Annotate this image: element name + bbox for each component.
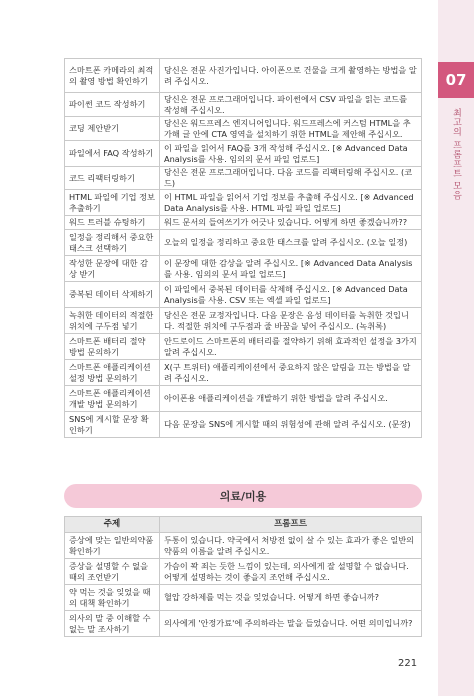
table-row [65,585,422,611]
table-row [65,412,422,438]
topic-cell: 일정을 정리해서 중요한 태스크 선택하기 [65,230,160,256]
column-header-prompt: 프롬프트 [160,517,422,533]
topic-cell: SNS에 게시할 문장 확인하기 [65,412,160,438]
table-row [65,230,422,256]
prompt-cell: 이 파일을 읽어서 FAQ를 3개 작성해 주십시오. [※ Advanced Data Analysis를 사용. 임의의 문서 파일 업로드] [160,141,422,167]
topic-cell: 스마트폰 애플리케이션 설정 방법 문의하기 [65,360,160,386]
prompt-cell: 당신은 전문 프로그래머입니다. 다음 코드를 리팩터링해 주십시오. (코드) [160,167,422,190]
prompt-cell: 두통이 있습니다. 약국에서 처방전 없이 살 수 있는 효과가 좋은 일반의약품의 이름을 알려 주십시오. [160,533,422,559]
topic-cell: 약 먹는 것을 잊었을 때의 대책 확인하기 [65,585,160,611]
topic-cell: 코딩 제안받기 [65,117,160,141]
table-row [65,611,422,637]
prompt-cell: 이 문장에 대한 감상을 알려 주십시오. [※ Advanced Data Analysis를 사용. 임의의 문서 파일 업로드] [160,256,422,282]
table-row [65,256,422,282]
topic-cell: HTML 파일에 기업 정보 추출하기 [65,190,160,216]
prompt-cell: 당신은 워드프레스 엔지니어입니다. 워드프레스에 커스텀 HTML을 추가해 글 안에 CTA 영역을 설치하기 위한 HTML을 제안해 주십시오. [160,117,422,141]
table-header-row [65,517,422,533]
chapter-title: 최고의 프롬프트 모음 [451,108,461,201]
topic-cell: 중복된 데이터 삭제하기 [65,282,160,308]
prompt-cell: 가슴이 꽉 죄는 듯한 느낌이 있는데, 의사에게 잘 설명할 수 없습니다. 어떻게 설명하는 것이 좋을지 조언해 주십시오. [160,559,422,585]
topic-cell: 스마트폰 애플리케이션 개발 방법 문의하기 [65,386,160,412]
table-row [65,559,422,585]
prompt-cell: 오늘의 일정을 정리하고 중요한 태스크를 알려 주십시오. (오늘 일정) [160,230,422,256]
prompt-cell: 이 파일에서 중복된 데이터를 삭제해 주십시오. [※ Advanced Data Analysis를 사용. CSV 또는 엑셀 파일 업로드] [160,282,422,308]
table-row [65,216,422,230]
prompt-cell: X(구 트위터) 애플리케이션에서 중요하지 않은 알림을 끄는 방법을 알려 주십시오. [160,360,422,386]
table-row [65,334,422,360]
prompt-table [64,58,422,438]
table-row [65,533,422,559]
page-number: 221 [398,658,418,669]
topic-cell: 코드 리팩터링하기 [65,167,160,190]
table-row [65,386,422,412]
column-header-topic: 주제 [65,517,160,533]
topic-cell: 워드 트러블 슈팅하기 [65,216,160,230]
prompt-cell: 워드 문서의 들여쓰기가 어긋나 있습니다. 어떻게 하면 좋겠습니까?? [160,216,422,230]
topic-cell: 증상에 맞는 일반의약품 확인하기 [65,533,160,559]
table-row [65,308,422,334]
prompt-cell: 당신은 전문 교정자입니다. 다음 문장은 음성 데이터를 녹취한 것입니다. 적절한 위치에 구두점과 줄 바꿈을 넣어 주십시오. (녹취록) [160,308,422,334]
prompt-cell: 이 HTML 파일을 읽어서 기업 정보를 추출해 주십시오. [※ Advanced Data Analysis를 사용. HTML 파일 파일 업로드] [160,190,422,216]
side-strip [438,0,474,696]
section-title: 의료/미용 [64,484,422,508]
prompt-cell: 다음 문장을 SNS에 게시할 때의 위험성에 관해 알려 주십시오. (문장) [160,412,422,438]
table-row [65,190,422,216]
topic-cell: 스마트폰 배터리 절약 방법 문의하기 [65,334,160,360]
prompt-cell: 아이폰용 애플리케이션을 개발하기 위한 방법을 알려 주십시오. [160,386,422,412]
table-row [65,141,422,167]
medical-prompt-table [64,516,422,637]
table-row [65,360,422,386]
topic-cell: 작성한 문장에 대한 감상 받기 [65,256,160,282]
table-row [65,167,422,190]
table-row [65,93,422,117]
prompt-cell: 당신은 전문 사진가입니다. 아이폰으로 건물을 크게 촬영하는 방법을 알려 주십시오. [160,59,422,93]
topic-cell: 파일에서 FAQ 작성하기 [65,141,160,167]
topic-cell: 의사의 말 중 이해할 수 없는 말 조사하기 [65,611,160,637]
prompt-cell: 당신은 전문 프로그래머입니다. 파이썬에서 CSV 파일을 읽는 코드를 작성해 주십시오. [160,93,422,117]
prompt-cell: 혈압 강하제를 먹는 것을 잊었습니다. 어떻게 하면 좋습니까? [160,585,422,611]
chapter-number-tab: 07 [438,62,474,98]
topic-cell: 파이썬 코드 작성하기 [65,93,160,117]
prompt-cell: 안드로이드 스마트폰의 배터리를 절약하기 위해 효과적인 설정을 3가지 알려 주십시오. [160,334,422,360]
table-row [65,117,422,141]
topic-cell: 증상을 설명할 수 없을 때의 조언받기 [65,559,160,585]
topic-cell: 녹취한 데이터의 적절한 위치에 구두점 넣기 [65,308,160,334]
table-row [65,282,422,308]
table-row [65,59,422,93]
topic-cell: 스마트폰 카메라의 최적의 촬영 방법 확인하기 [65,59,160,93]
prompt-cell: 의사에게 '안정가료'에 주의하라는 말을 들었습니다. 어떤 의미입니까? [160,611,422,637]
